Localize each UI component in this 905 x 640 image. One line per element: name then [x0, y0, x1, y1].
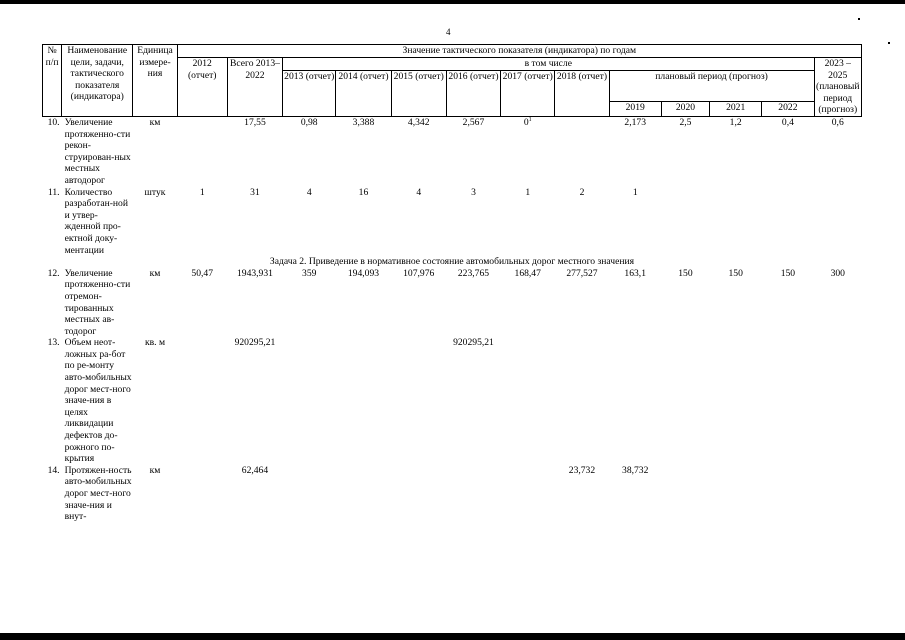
cell-2023-2025 — [814, 187, 861, 257]
cell-2021: 150 — [728, 267, 743, 279]
cell-2014 — [336, 337, 391, 465]
cell-2023-2025 — [814, 465, 861, 523]
cell-total: 920295,21 — [234, 337, 276, 349]
cell-2012: 50,47 — [191, 267, 214, 279]
header-no: № п/п — [43, 45, 62, 117]
table-row — [43, 268, 862, 338]
cell-2022 — [762, 337, 814, 465]
header-unit: Единица измере-ния — [133, 45, 177, 117]
header-name: Наименование цели, задачи, тактического показателя (индикатора) — [62, 45, 133, 117]
footnote-marker: 1 — [528, 117, 532, 123]
header-2023-2025: 2023 – 2025 (плановый период (прогноз) — [814, 58, 861, 117]
header-including: в том числе — [283, 58, 814, 71]
row-name: Количество разработан-ной и утвер-жденной про-ектной доку-ментации — [64, 186, 128, 256]
header-2015: 2015 (отчет) — [391, 71, 446, 117]
cell-2019: 38,732 — [622, 464, 649, 476]
row-number: 11. — [47, 186, 60, 198]
cell-2013 — [283, 465, 336, 523]
cell-2022: 150 — [780, 267, 796, 279]
cell-2020 — [661, 337, 709, 465]
cell-total: 17,55 — [244, 117, 266, 128]
cell-2015: 107,976 — [403, 267, 435, 279]
cell-2018 — [555, 337, 609, 465]
cell-2017-value: 0 — [523, 117, 529, 128]
cell-2013 — [283, 337, 336, 465]
cell-2023-2025: 0,6 — [831, 117, 844, 128]
cell-2015: 4,342 — [407, 117, 430, 128]
cell-2020 — [661, 187, 709, 257]
cell-2016: 3 — [471, 186, 476, 198]
cell-2022 — [762, 187, 814, 257]
bottom-border — [0, 633, 905, 640]
header-2022: 2022 — [762, 102, 814, 117]
table-row — [43, 117, 862, 187]
cell-2012 — [177, 465, 227, 523]
header-2017: 2017 (отчет) — [501, 71, 555, 117]
row-unit: кв. м — [144, 337, 166, 349]
cell-2014: 16 — [358, 186, 369, 198]
cell-2017 — [501, 337, 555, 465]
cell-total: 31 — [250, 186, 260, 198]
cell-2013: 4 — [306, 186, 312, 198]
cell-2016 — [446, 465, 500, 523]
header-total: Всего 2013–2022 — [227, 58, 282, 117]
cell-2018 — [555, 117, 609, 187]
header-2012: 2012 (отчет) — [177, 58, 227, 117]
cell-2018: 277,527 — [566, 267, 598, 279]
cell-2021 — [710, 187, 762, 257]
header-plan-period: плановый период (прогноз) — [609, 71, 814, 102]
row-unit: штук — [144, 186, 166, 198]
cell-2013: 359 — [302, 267, 317, 279]
header-2014: 2014 (отчет) — [336, 71, 391, 117]
header-2021: 2021 — [710, 102, 762, 117]
header-2016: 2016 (отчет) — [446, 71, 500, 117]
header-value-group: Значение тактического показателя (индикатора) по годам — [177, 45, 861, 58]
page-number: 4 — [446, 27, 451, 37]
cell-2021: 1,2 — [729, 117, 742, 128]
table-row — [43, 465, 862, 523]
cell-total: 1943,931 — [236, 267, 273, 279]
cell-2015 — [391, 465, 446, 523]
row-unit: км — [149, 117, 161, 128]
indicators-table — [42, 44, 862, 523]
cell-2016: 223,765 — [457, 267, 490, 279]
row-number: 12. — [47, 267, 60, 279]
cell-2013: 0,98 — [300, 117, 318, 128]
cell-2017 — [501, 117, 555, 187]
cell-2022 — [762, 465, 814, 523]
table-row — [43, 187, 862, 257]
cell-2017: 168,47 — [514, 267, 541, 279]
cell-2023-2025 — [814, 337, 861, 465]
cell-2016: 2,567 — [462, 117, 485, 128]
row-number: 13. — [47, 337, 60, 349]
cell-2019 — [609, 337, 661, 465]
cell-2015 — [391, 337, 446, 465]
task-row — [43, 256, 862, 268]
cell-2014: 194,093 — [347, 267, 380, 279]
cell-2015: 4 — [416, 186, 422, 198]
row-number: 14. — [47, 464, 60, 476]
scan-speck — [888, 42, 890, 44]
cell-2017: 1 — [525, 186, 531, 198]
cell-2023-2025: 300 — [830, 267, 845, 279]
cell-2018: 2 — [579, 186, 585, 198]
cell-2022: 0,4 — [781, 117, 794, 128]
table-row — [43, 337, 862, 465]
header-2018: 2018 (отчет) — [555, 71, 609, 117]
cell-2019: 1 — [632, 186, 638, 198]
cell-2020 — [661, 465, 709, 523]
cell-total: 62,464 — [241, 464, 269, 476]
cell-2012: 1 — [199, 186, 205, 198]
row-unit: км — [149, 267, 161, 279]
cell-2014: 3,388 — [352, 117, 375, 128]
row-unit: км — [149, 464, 161, 476]
cell-2021 — [710, 465, 762, 523]
cell-2016: 920295,21 — [453, 337, 494, 349]
cell-2014 — [336, 465, 391, 523]
row-number: 10. — [47, 117, 60, 128]
row-name: Протяжен-ность авто-мобильных дорог мест-ного значе-ния и внут- — [64, 464, 132, 523]
header-2013: 2013 (отчет) — [283, 71, 336, 117]
cell-2012 — [177, 337, 227, 465]
task-heading: Задача 2. Приведение в нормативное состояние автомобильных дорог местного значения — [269, 256, 635, 268]
cell-2019: 163,1 — [624, 267, 646, 279]
row-name: Объем неот-ложных ра-бот по ре-монту авто-мобильных дорог мест-ного значе-ния в целях ликвидации дефектов до-рожного по-крытия — [64, 337, 132, 465]
cell-2017 — [501, 465, 555, 523]
cell-2020: 2,5 — [679, 117, 692, 128]
row-name: Увеличение протяженно-сти отремон-тированных местных ав-тодорог — [64, 267, 131, 337]
row-name: Увеличение протяженно-сти рекон-струирован-ных местных автодорог — [64, 117, 131, 186]
scan-speck — [858, 18, 860, 20]
header-2020: 2020 — [661, 102, 709, 117]
top-border — [0, 0, 905, 4]
cell-2021 — [710, 337, 762, 465]
cell-2012 — [177, 117, 227, 187]
header-2019: 2019 — [609, 102, 661, 117]
cell-2020: 150 — [678, 267, 693, 279]
cell-2018: 23,732 — [568, 464, 596, 476]
cell-2019: 2,173 — [624, 117, 646, 128]
